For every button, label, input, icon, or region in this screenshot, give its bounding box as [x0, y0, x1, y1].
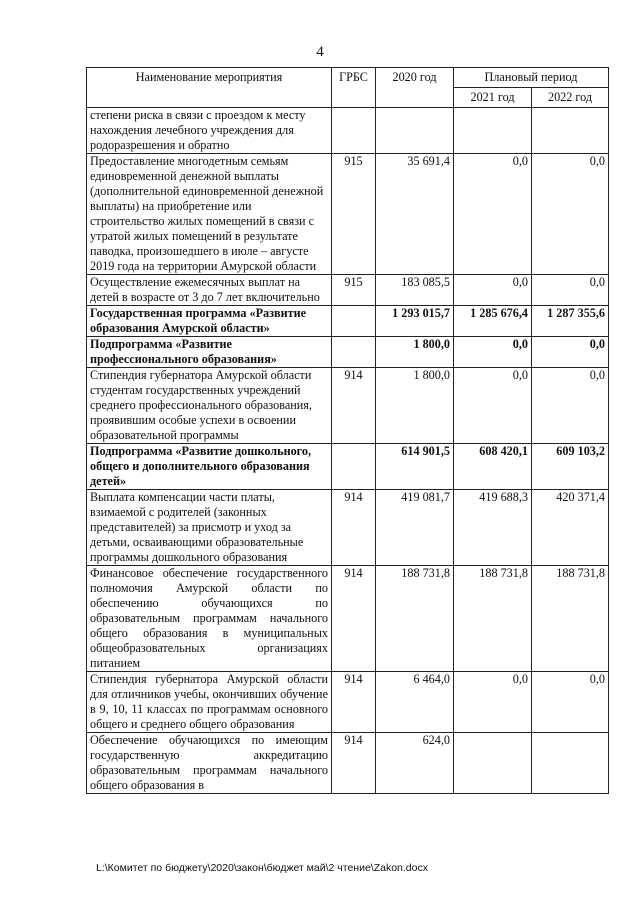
cell-2020: 1 293 015,7 — [376, 306, 454, 337]
cell-grbs — [332, 108, 376, 154]
cell-grbs: 915 — [332, 275, 376, 306]
cell-2022 — [532, 733, 609, 794]
cell-2021: 608 420,1 — [454, 444, 532, 490]
cell-2022: 420 371,4 — [532, 490, 609, 566]
cell-2021: 0,0 — [454, 672, 532, 733]
budget-table — [86, 67, 609, 794]
cell-2021: 0,0 — [454, 275, 532, 306]
header-planned-period: Плановый период — [454, 68, 609, 88]
header-2021: 2021 год — [454, 88, 532, 108]
cell-2020: 1 800,0 — [376, 337, 454, 368]
cell-2021: 0,0 — [454, 368, 532, 444]
cell-grbs: 914 — [332, 672, 376, 733]
cell-name: Подпрограмма «Развитие профессионального образования» — [87, 337, 332, 368]
cell-name: Стипендия губернатора Амурской области для отличников учебы, окончивших обучение в 9, 10, 11 классах по программам основного общего и среднего общего образования — [87, 672, 332, 733]
cell-2021 — [454, 108, 532, 154]
cell-name: Осуществление ежемесячных выплат на детей в возрасте от 3 до 7 лет включительно — [87, 275, 332, 306]
header-2020: 2020 год — [376, 68, 454, 108]
cell-2020: 6 464,0 — [376, 672, 454, 733]
cell-grbs: 914 — [332, 733, 376, 794]
cell-2021: 419 688,3 — [454, 490, 532, 566]
cell-2022: 1 287 355,6 — [532, 306, 609, 337]
cell-grbs — [332, 306, 376, 337]
cell-2022: 0,0 — [532, 275, 609, 306]
cell-2020 — [376, 108, 454, 154]
cell-grbs: 914 — [332, 368, 376, 444]
cell-grbs — [332, 337, 376, 368]
table-header-row — [87, 68, 609, 88]
cell-name: Финансовое обеспечение государственного полномочия Амурской области по обеспечению обучающихся по образовательным программам начального общего образования в муниципальных общеобразовательных организациях питанием — [87, 566, 332, 672]
table-row — [87, 368, 609, 444]
cell-2021: 0,0 — [454, 337, 532, 368]
table-row — [87, 275, 609, 306]
cell-2022 — [532, 108, 609, 154]
header-grbs: ГРБС — [332, 68, 376, 108]
cell-2021: 0,0 — [454, 154, 532, 275]
cell-2022: 0,0 — [532, 154, 609, 275]
table-row — [87, 444, 609, 490]
cell-name: Стипендия губернатора Амурской области студентам государственных учреждений среднего профессионального образования, проявившим особые успехи в освоении образовательной программы — [87, 368, 332, 444]
cell-2021: 1 285 676,4 — [454, 306, 532, 337]
cell-name: Обеспечение обучающихся по имеющим государственную аккредитацию образовательным программам начального общего образования в — [87, 733, 332, 794]
cell-2022: 0,0 — [532, 672, 609, 733]
cell-2021 — [454, 733, 532, 794]
table-row — [87, 108, 609, 154]
table-row — [87, 337, 609, 368]
table-row — [87, 154, 609, 275]
cell-2020: 419 081,7 — [376, 490, 454, 566]
cell-2022: 0,0 — [532, 368, 609, 444]
table-body — [87, 108, 609, 794]
cell-2022: 188 731,8 — [532, 566, 609, 672]
cell-2020: 183 085,5 — [376, 275, 454, 306]
file-path-footer: L:\Комитет по бюджету\2020\закон\бюджет май\2 чтение\Zakon.docx — [96, 862, 428, 874]
cell-name: Выплата компенсации части платы, взимаемой с родителей (законных представителей) за присмотр и уход за детьми, осваивающими образовательные программы дошкольного образования — [87, 490, 332, 566]
header-name: Наименование мероприятия — [87, 68, 332, 108]
cell-2020: 1 800,0 — [376, 368, 454, 444]
cell-grbs: 914 — [332, 490, 376, 566]
table-row — [87, 306, 609, 337]
cell-name: Подпрограмма «Развитие дошкольного, общего и дополнительного образования детей» — [87, 444, 332, 490]
table-row — [87, 672, 609, 733]
cell-name: степени риска в связи с проездом к месту нахождения лечебного учреждения для родоразрешения и обратно — [87, 108, 332, 154]
table-row — [87, 566, 609, 672]
cell-2020: 35 691,4 — [376, 154, 454, 275]
cell-2022: 609 103,2 — [532, 444, 609, 490]
cell-2022: 0,0 — [532, 337, 609, 368]
cell-2021: 188 731,8 — [454, 566, 532, 672]
page-number: 4 — [316, 44, 324, 60]
table-row — [87, 733, 609, 794]
cell-2020: 614 901,5 — [376, 444, 454, 490]
header-2022: 2022 год — [532, 88, 609, 108]
table-row — [87, 490, 609, 566]
cell-2020: 188 731,8 — [376, 566, 454, 672]
cell-2020: 624,0 — [376, 733, 454, 794]
cell-name: Предоставление многодетным семьям единовременной денежной выплаты (дополнительной единовременной денежной выплаты) на приобретение или строительство жилых помещений в связи с утратой жилых помещений в результате паводка, произошедшего в июле – августе 2019 года на территории Амурской области — [87, 154, 332, 275]
cell-name: Государственная программа «Развитие образования Амурской области» — [87, 306, 332, 337]
cell-grbs — [332, 444, 376, 490]
cell-grbs: 915 — [332, 154, 376, 275]
cell-grbs: 914 — [332, 566, 376, 672]
